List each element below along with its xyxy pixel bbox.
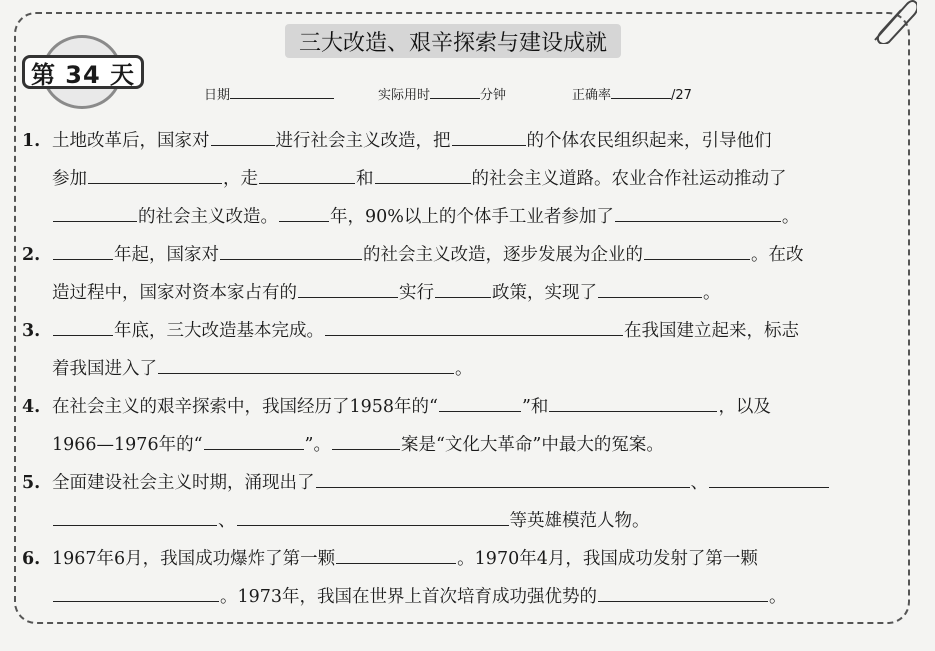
text: 。 (781, 207, 800, 227)
question-number: 2. (22, 245, 41, 265)
text: ”和 (521, 397, 549, 417)
text: 。 (769, 587, 787, 607)
text: 的社会主义道路。农业合作社运动推动了 (471, 169, 787, 189)
question-number: 4. (22, 397, 41, 417)
text: ，走 (223, 169, 258, 189)
text: 的个体农民组织起来，引导他们 (526, 131, 772, 151)
text: 进行社会主义改造，把 (275, 131, 451, 151)
question-number: 6. (22, 549, 41, 569)
answer-blank[interactable] (237, 505, 509, 526)
answer-blank[interactable] (53, 505, 217, 526)
answer-blank[interactable] (452, 125, 526, 146)
answer-blank[interactable] (88, 163, 222, 184)
question-line (52, 388, 771, 426)
time-field (378, 84, 506, 103)
answer-blank[interactable] (435, 277, 491, 298)
question-line (52, 160, 787, 198)
page-title: 三大改造、艰辛探索与建设成就 (285, 24, 621, 58)
text: 在社会主义的艰辛探索中，我国经历了1958年的“ (52, 397, 438, 417)
paperclip-icon (867, 0, 917, 44)
text: 的社会主义改造。 (138, 207, 278, 227)
text: 参加 (52, 169, 87, 189)
text: 着我国进入了 (52, 359, 157, 379)
question-line (52, 236, 804, 274)
answer-blank[interactable] (709, 467, 829, 488)
text: 。 (703, 283, 721, 303)
text: ”。 (304, 435, 331, 455)
answer-blank[interactable] (644, 239, 750, 260)
answer-blank[interactable] (259, 163, 355, 184)
answer-blank[interactable] (211, 125, 275, 146)
answer-blank[interactable] (279, 201, 329, 222)
accuracy-field (572, 84, 692, 103)
question-line (52, 540, 758, 578)
question-line (52, 578, 787, 616)
answer-blank[interactable] (336, 543, 456, 564)
accuracy-total: /27 (671, 88, 692, 103)
answer-blank[interactable] (53, 581, 219, 602)
answer-blank[interactable] (325, 315, 623, 336)
text: 、 (218, 511, 236, 531)
text: 土地改革后，国家对 (52, 131, 210, 151)
accuracy-blank[interactable] (611, 85, 671, 99)
day-badge (22, 33, 148, 113)
text: 1967年6月，我国成功爆炸了第一颗 (52, 549, 336, 569)
question-line (52, 274, 721, 312)
text: 案是“文化大革命”中最大的冤案。 (400, 435, 664, 455)
text: 年底，三大改造基本完成。 (114, 321, 324, 341)
text: 、 (690, 473, 708, 493)
answer-blank[interactable] (298, 277, 398, 298)
text: 造过程中，国家对资本家占有的 (52, 283, 297, 303)
answer-blank[interactable] (53, 201, 137, 222)
text: 和 (356, 169, 374, 189)
text: 年起，国家对 (114, 245, 219, 265)
time-blank[interactable] (430, 85, 480, 99)
question-line (52, 502, 650, 540)
text: 。1970年4月，我国成功发射了第一颗 (457, 549, 758, 569)
text: 政策，实现了 (492, 283, 597, 303)
question-number: 3. (22, 321, 41, 341)
text: ，以及 (718, 397, 771, 417)
accuracy-label: 正确率 (572, 88, 612, 103)
answer-blank[interactable] (332, 429, 400, 450)
day-badge-label: 第 34 天 (22, 55, 144, 89)
question-line (52, 464, 830, 502)
question-line (52, 122, 772, 160)
text: 年，90%以上的个体手工业者参加了 (330, 207, 614, 227)
text: 。在改 (751, 245, 804, 265)
time-label: 实际用时 (378, 88, 431, 103)
answer-blank[interactable] (53, 315, 113, 336)
text: 全面建设社会主义时期，涌现出了 (52, 473, 315, 493)
question-number: 5. (22, 473, 41, 493)
answer-blank[interactable] (220, 239, 362, 260)
question-line (52, 198, 799, 236)
text: 1966—1976年的“ (52, 435, 203, 455)
text: 等英雄模范人物。 (509, 511, 650, 531)
text: 在我国建立起来，标志 (624, 321, 799, 341)
answer-blank[interactable] (158, 353, 454, 374)
text: 。1973年，我国在世界上首次培育成功强优势的 (220, 587, 598, 607)
date-blank[interactable] (230, 85, 334, 99)
text: 的社会主义改造，逐步发展为企业的 (363, 245, 643, 265)
question-line (52, 426, 664, 464)
answer-blank[interactable] (316, 467, 690, 488)
answer-blank[interactable] (615, 201, 781, 222)
answer-blank[interactable] (375, 163, 471, 184)
date-field (204, 84, 334, 103)
minute-unit: 分钟 (480, 88, 507, 103)
question-number: 1. (22, 131, 41, 151)
date-label: 日期 (204, 88, 231, 103)
answer-blank[interactable] (598, 581, 768, 602)
answer-blank[interactable] (53, 239, 113, 260)
answer-blank[interactable] (204, 429, 304, 450)
question-line (52, 350, 473, 388)
text: 实行 (399, 283, 434, 303)
question-line (52, 312, 799, 350)
answer-blank[interactable] (439, 391, 521, 412)
answer-blank[interactable] (549, 391, 717, 412)
answer-blank[interactable] (598, 277, 702, 298)
text: 。 (455, 359, 473, 379)
